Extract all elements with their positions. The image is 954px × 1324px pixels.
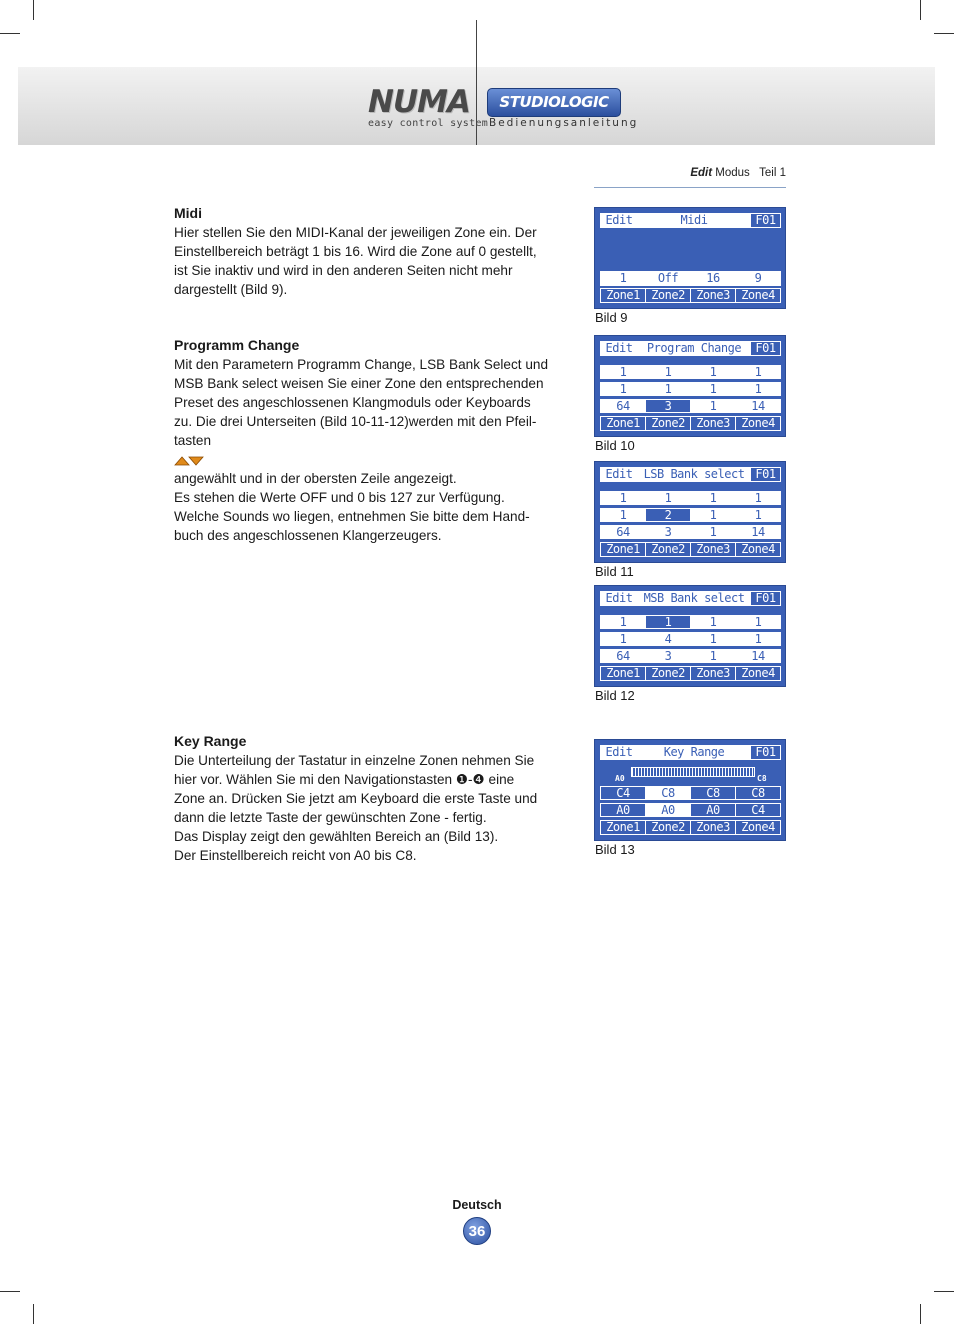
program-body-before: Mit den Parametern Programm Change, LSB Bank Select und MSB Bank select weisen Sie einer Zone den entsprechenden Preset des angeschlossenen Klangmoduls oder Keyboards zu. Die drei Unterseiten (Bild 10-11-12)werden mit den Pfeil- tasten	[174, 357, 549, 448]
keyrange-body: Die Unterteilung der Tastatur in einzelne Zonen nehmen Sie hier vor. Wählen Sie mi den Navigationstasten ❶-❹ eine Zone an. Drücken Sie jetzt am Keyboard die erste Taste und dann die letzte Taste der gewünschten Zone - fertig. Das Display zeigt den gewählten Bereich an (Bild 13). Der Einstellbereich reicht von A0 bis C8.	[174, 753, 538, 863]
lcd-page-title: MSB Bank select	[637, 591, 751, 606]
lcd-mode: Edit	[600, 745, 638, 760]
lcd-bild-13	[594, 739, 786, 841]
lcd-value-selected: 3	[645, 399, 691, 413]
lcd-zone: Zone1	[600, 666, 646, 681]
lcd-value: 1	[690, 508, 736, 522]
lcd-preset: F01	[750, 591, 781, 606]
program-body	[174, 355, 564, 545]
lcd-value: 16	[690, 271, 736, 286]
lcd-value-selected: 2	[645, 508, 691, 522]
section-label-italic: Edit	[690, 167, 713, 179]
section-rule	[594, 187, 786, 188]
lcd-value: 9	[735, 271, 781, 286]
lcd-value: 1	[600, 365, 646, 379]
lcd-value: 14	[735, 399, 781, 413]
caption-bild-11: Bild 11	[595, 564, 634, 579]
lcd-zone: Zone2	[645, 416, 691, 431]
lcd-value: 1	[645, 491, 691, 505]
lcd-value: 14	[735, 525, 781, 539]
lcd-page-title: Program Change	[637, 341, 751, 356]
caption-bild-12: Bild 12	[595, 688, 635, 703]
keyboard-graphic	[631, 767, 755, 777]
numa-tagline: easy control system	[368, 118, 489, 129]
lcd-value: Off	[645, 271, 691, 286]
lcd-value: 1	[735, 491, 781, 505]
lcd-zone: Zone4	[735, 288, 781, 303]
lcd-zone: Zone4	[735, 542, 781, 557]
lcd-value: 1	[600, 382, 646, 396]
lcd-value-selected: C8	[645, 786, 691, 800]
lcd-value: 1	[690, 491, 736, 505]
lcd-value: 1	[600, 615, 646, 629]
lcd-zone: Zone1	[600, 416, 646, 431]
crop-mark	[920, 0, 921, 20]
lcd-value: 14	[735, 649, 781, 663]
lcd-zone: Zone3	[690, 666, 736, 681]
manual-title: Bedienungsanleitung	[489, 117, 639, 129]
lcd-zone: Zone2	[645, 666, 691, 681]
caption-bild-13: Bild 13	[595, 842, 635, 857]
keyrange-heading: Key Range	[174, 733, 247, 749]
lcd-value: 1	[600, 508, 646, 522]
lcd-zone: Zone2	[645, 542, 691, 557]
arrow-keys-icon	[174, 455, 204, 466]
lcd-zone: Zone4	[735, 820, 781, 835]
lcd-value: 1	[690, 649, 736, 663]
lcd-value: C4	[600, 786, 646, 800]
lcd-page-title: Key Range	[637, 745, 751, 760]
lcd-value: 1	[690, 525, 736, 539]
caption-bild-9: Bild 9	[595, 310, 628, 325]
crop-mark	[934, 33, 954, 34]
lcd-value: C8	[735, 786, 781, 800]
lcd-value: 64	[600, 525, 646, 539]
lcd-value: 4	[645, 632, 691, 646]
lcd-value: 64	[600, 399, 646, 413]
lcd-zone: Zone3	[690, 542, 736, 557]
lcd-zone: Zone3	[690, 288, 736, 303]
lcd-page-title: Midi	[637, 213, 751, 228]
studiologic-logo: STUDIOLOGIC	[487, 88, 621, 117]
section-label	[594, 167, 786, 179]
lcd-zone: Zone2	[645, 288, 691, 303]
lcd-value: 1	[600, 632, 646, 646]
lcd-value: 3	[645, 649, 691, 663]
lcd-zone: Zone1	[600, 288, 646, 303]
lcd-value: 1	[690, 632, 736, 646]
lcd-bild-10	[594, 335, 786, 437]
lcd-mode: Edit	[600, 213, 638, 228]
lcd-value-selected: 1	[645, 615, 691, 629]
crop-mark	[920, 1304, 921, 1324]
crop-mark	[934, 1291, 954, 1292]
lcd-value: 1	[735, 382, 781, 396]
midi-heading: Midi	[174, 205, 202, 221]
lcd-value: 64	[600, 649, 646, 663]
program-heading: Programm Change	[174, 337, 300, 353]
lcd-zone: Zone1	[600, 820, 646, 835]
lcd-zone: Zone4	[735, 666, 781, 681]
numa-logo: NUMA	[368, 84, 470, 120]
lcd-zone: Zone3	[690, 416, 736, 431]
lcd-zone: Zone4	[735, 416, 781, 431]
lcd-value: A0	[690, 803, 736, 817]
lcd-zone: Zone3	[690, 820, 736, 835]
lcd-preset: F01	[750, 745, 781, 760]
crop-mark	[33, 1304, 34, 1324]
lcd-mode: Edit	[600, 341, 638, 356]
lcd-value: C4	[735, 803, 781, 817]
lcd-value: 1	[690, 365, 736, 379]
lcd-page-title: LSB Bank select	[637, 467, 751, 482]
lcd-value: 1	[735, 615, 781, 629]
lcd-mode: Edit	[600, 591, 638, 606]
lcd-value: 1	[645, 382, 691, 396]
lcd-value: 1	[645, 365, 691, 379]
lcd-zone: Zone2	[645, 820, 691, 835]
caption-bild-10: Bild 10	[595, 438, 635, 453]
lcd-preset: F01	[750, 341, 781, 356]
lcd-value: C8	[690, 786, 736, 800]
lcd-bild-9	[594, 207, 786, 309]
program-section	[174, 336, 564, 545]
midi-body: Hier stellen Sie den MIDI-Kanal der jeweiligen Zone ein. Der Einstellbereich beträgt 1 bis 16. Wird die Zone auf 0 gestellt, ist Sie inaktiv und wird in den anderen Seiten nicht mehr dargestellt (Bild 9).	[174, 225, 537, 297]
lcd-preset: F01	[750, 213, 781, 228]
keyboard-high-label: C8	[757, 774, 767, 783]
lcd-value: 1	[690, 382, 736, 396]
crop-mark	[0, 33, 20, 34]
footer-language: Deutsch	[452, 1198, 502, 1212]
lcd-value-selected: A0	[645, 803, 691, 817]
lcd-preset: F01	[750, 467, 781, 482]
crop-mark	[33, 0, 34, 20]
lcd-value: 1	[600, 491, 646, 505]
crop-mark	[0, 1291, 20, 1292]
keyboard-low-label: A0	[615, 774, 625, 783]
lcd-zone: Zone1	[600, 542, 646, 557]
lcd-value: 1	[735, 508, 781, 522]
lcd-value: 1	[690, 615, 736, 629]
lcd-mode: Edit	[600, 467, 638, 482]
section-label-rest: Modus Teil 1	[712, 167, 786, 179]
page-number: 36	[463, 1217, 491, 1245]
lcd-bild-11	[594, 461, 786, 563]
lcd-value: 1	[735, 632, 781, 646]
lcd-value: 3	[645, 525, 691, 539]
lcd-value: A0	[600, 803, 646, 817]
lcd-value: 1	[735, 365, 781, 379]
keyrange-section	[174, 732, 564, 865]
program-body-after: angewählt und in der obersten Zeile angezeigt. Es stehen die Werte OFF und 0 bis 127 zur Verfügung. Welche Sounds wo liegen, entnehmen Sie bitte dem Hand- buch des angeschlossenen Klangerzeugers.	[174, 471, 530, 543]
midi-section	[174, 204, 564, 299]
lcd-value: 1	[600, 271, 646, 286]
lcd-bild-12	[594, 585, 786, 687]
lcd-value: 1	[690, 399, 736, 413]
